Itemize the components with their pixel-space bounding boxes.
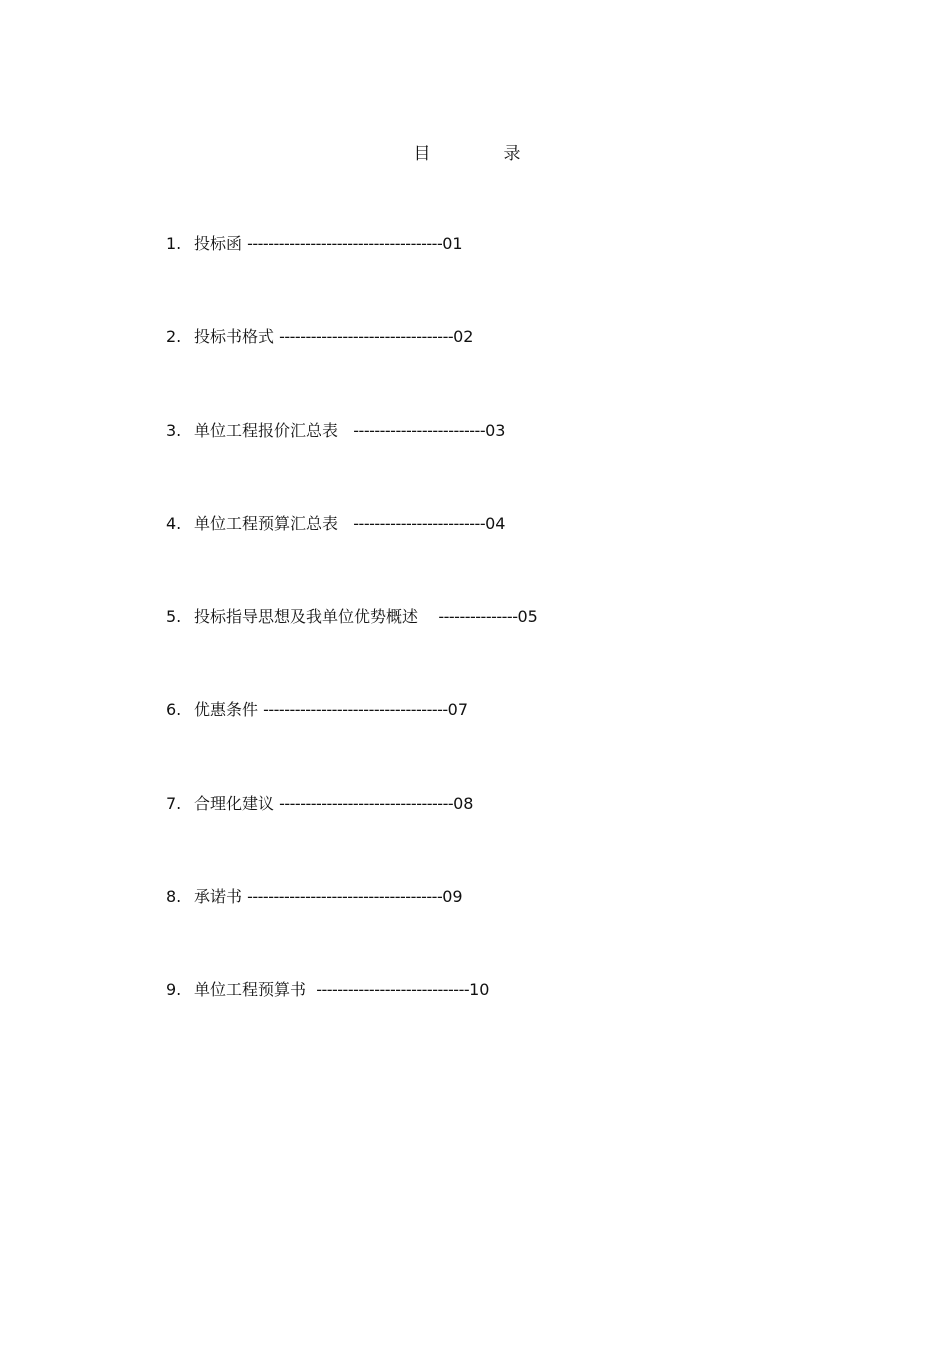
toc-page: 10: [469, 980, 490, 1000]
toc-title: 单位工程报价汇总表: [194, 420, 354, 440]
toc-leader: -------------------------: [353, 513, 486, 533]
toc-number: 4.: [166, 513, 182, 533]
toc-number: 5.: [166, 607, 182, 627]
toc-leader: -------------------------------------: [247, 234, 443, 253]
toc-leader: -----------------------------------: [263, 700, 448, 720]
page-title: 目 录: [413, 144, 549, 164]
toc-title: 合理化建议: [194, 793, 280, 813]
toc-page: 05: [517, 607, 538, 627]
toc-leader: ---------------------------------: [279, 793, 454, 813]
toc-leader: ---------------------------------: [279, 327, 454, 347]
toc-number: 8.: [166, 887, 182, 907]
toc-page: 03: [485, 420, 506, 440]
toc-page: 04: [485, 513, 506, 533]
toc-entry: [166, 231, 538, 324]
toc-entry: [166, 604, 538, 697]
toc-number: 6.: [166, 700, 182, 720]
toc-number: 9.: [166, 980, 182, 1000]
toc-entry: [166, 884, 538, 977]
toc-entry: [166, 418, 538, 511]
toc-leader: -------------------------: [353, 420, 486, 440]
toc-page: 08: [453, 793, 474, 813]
toc-title: 单位工程预算书: [194, 980, 317, 1000]
toc-entry: [166, 511, 538, 604]
toc-page: 02: [453, 327, 474, 347]
toc-entry: [166, 324, 538, 417]
toc-entry: [166, 697, 538, 790]
toc-title: 投标指导思想及我单位优势概述: [194, 607, 439, 627]
toc-number: 2.: [166, 327, 182, 347]
toc-leader: ---------------: [438, 607, 518, 627]
toc-page: 09: [442, 887, 463, 907]
toc-title: 投标书格式: [194, 327, 280, 347]
toc-title: 优惠条件: [194, 700, 264, 720]
toc-number: 1.: [166, 234, 182, 253]
toc-title: 单位工程预算汇总表: [194, 513, 354, 533]
toc-number: 3.: [166, 420, 182, 440]
toc-leader: -------------------------------------: [247, 887, 443, 907]
toc-entry: [166, 791, 538, 884]
toc-number: 7.: [166, 793, 182, 813]
toc-title: 承诺书: [194, 887, 248, 907]
toc-entry: [166, 977, 538, 1070]
toc-page: 01: [442, 234, 463, 253]
toc-leader: -----------------------------: [316, 980, 470, 1000]
table-of-contents: [166, 231, 538, 1071]
toc-title: 投标函: [194, 234, 248, 253]
toc-page: 07: [447, 700, 469, 720]
